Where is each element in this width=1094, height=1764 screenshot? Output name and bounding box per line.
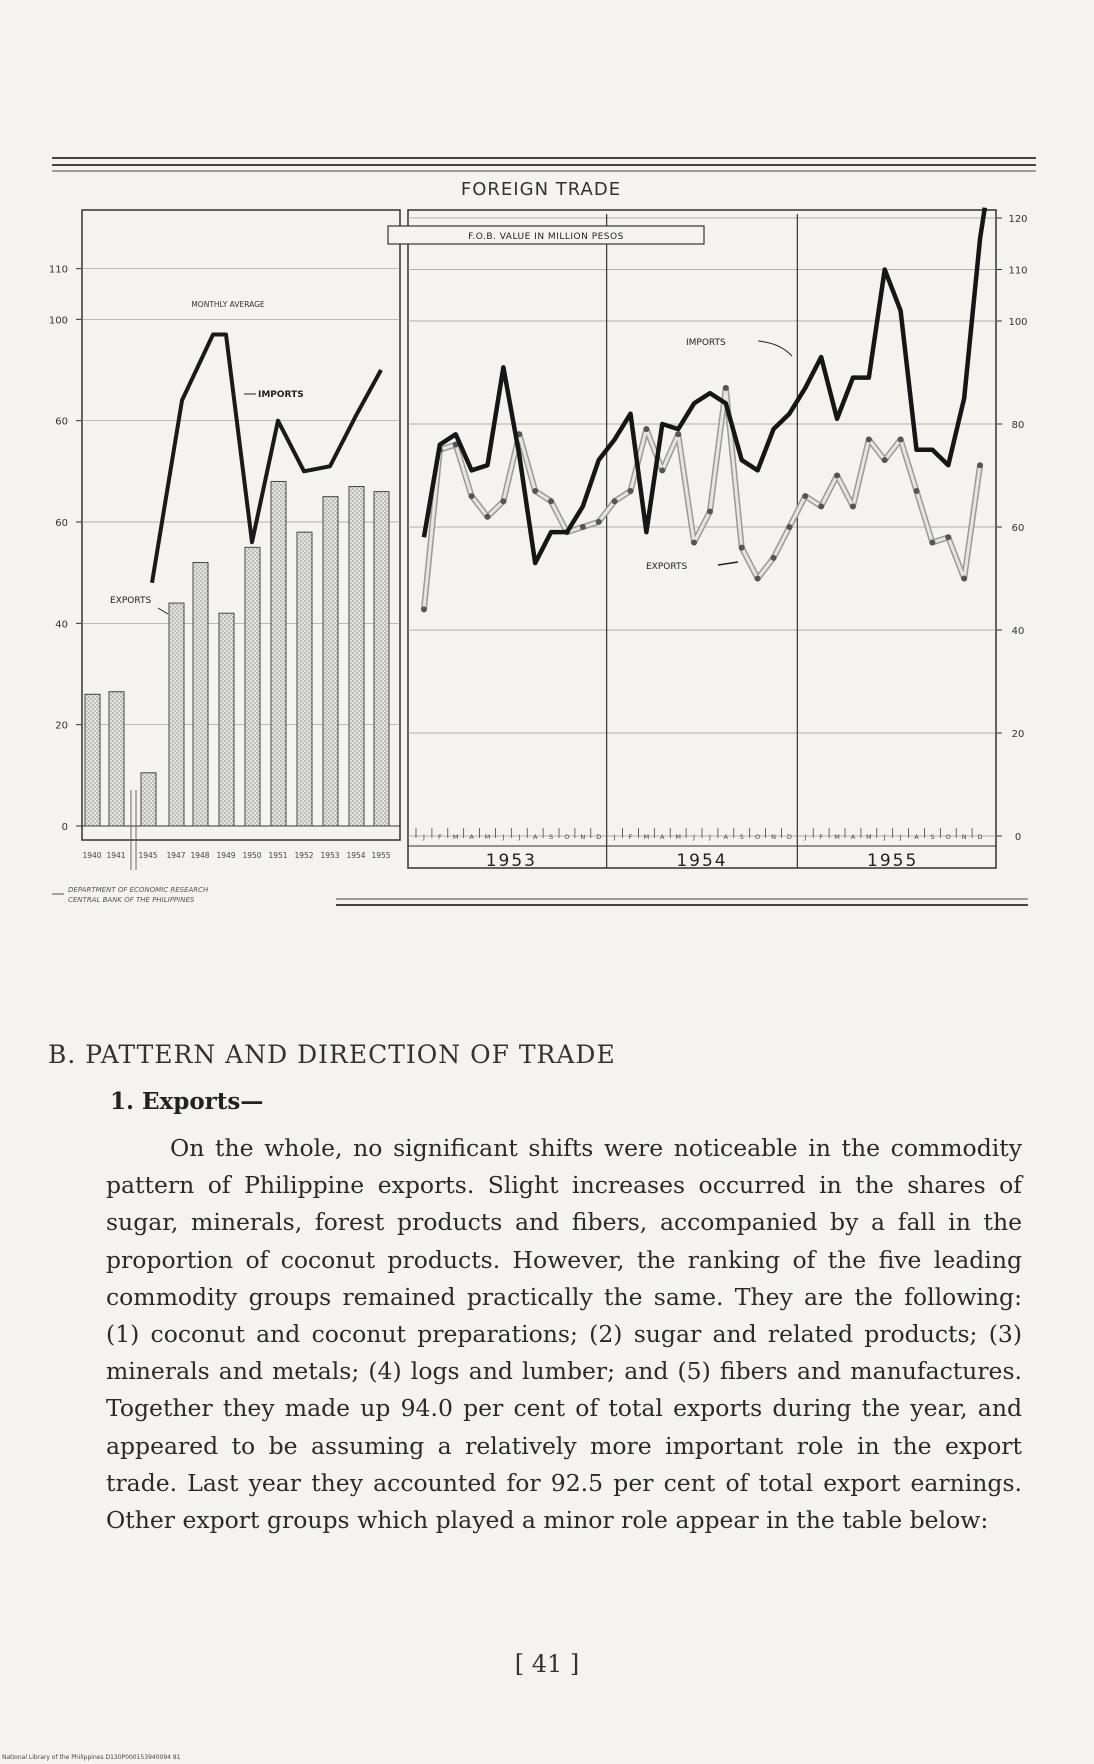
left-x-tick-label: 1948 xyxy=(190,851,210,860)
exports-paragraph: On the whole, no significant shifts were noticeable in the commodity pattern of Philippine exports. Slight increases occurred in the shares of sugar, minerals, forest products and fibers, accompanied by a fall in the proportion of coconut products. However, the ranking of the five leading commodity groups remained practically the same. They are the following: (1) coconut and coconut preparations; (2) sugar and related products; (3) minerals and metals; (4) logs and lumber; and (5) fibers and manufactures. Together they made up 94.0 per cent of total exports during the year, and appeared to be assuming a relatively more important role in the export trade. Last year they accounted for 92.5 per cent of total export earnings. Other export groups which played a minor role appear in the table below: xyxy=(106,1134,1022,1535)
year-label: 1954 xyxy=(676,851,728,871)
month-label: A xyxy=(850,833,856,841)
left-y-tick-label: 110 xyxy=(48,264,68,276)
left-y-tick-label: 0 xyxy=(61,822,68,833)
month-label: J xyxy=(518,833,521,841)
month-label: D xyxy=(596,833,602,841)
export-bar xyxy=(193,563,208,826)
month-label: A xyxy=(914,833,919,841)
month-label: J xyxy=(502,833,505,841)
month-label: J xyxy=(693,833,696,841)
month-label: J xyxy=(708,833,711,841)
right-y-tick-label: 20 xyxy=(1011,729,1025,740)
month-label: O xyxy=(564,833,570,841)
right-y-tick-label: 40 xyxy=(1011,626,1025,637)
month-label: J xyxy=(883,833,886,841)
export-point xyxy=(786,524,792,530)
left-y-tick-label: 60 xyxy=(55,416,68,428)
export-bar xyxy=(141,773,156,826)
month-label: A xyxy=(469,833,474,841)
export-point xyxy=(500,498,506,504)
right-y-tick-label: 0 xyxy=(1014,832,1022,843)
right-y-tick-label: 110 xyxy=(1008,265,1028,277)
export-point xyxy=(882,457,888,463)
month-label: S xyxy=(930,833,935,841)
left-x-axis-labels xyxy=(82,790,390,870)
export-bar xyxy=(374,492,389,826)
right-exports-line-inner xyxy=(424,388,980,609)
left-imports-label: IMPORTS xyxy=(258,390,304,400)
right-y-tick-label: 60 xyxy=(1011,523,1025,534)
left-x-tick-label: 1952 xyxy=(294,851,314,860)
export-point xyxy=(548,498,554,504)
export-point xyxy=(485,514,491,520)
month-label: N xyxy=(961,833,967,841)
export-point xyxy=(866,436,872,442)
archive-footer-tag: National Library of the Philippines D130P000153940094 81 xyxy=(2,1754,181,1761)
left-x-tick-label: 1940 xyxy=(82,851,102,860)
month-label: J xyxy=(422,833,425,841)
export-bar xyxy=(85,694,100,826)
source-line-1: DEPARTMENT OF ECONOMIC RESEARCH xyxy=(68,886,209,894)
right-exports-line xyxy=(424,388,980,609)
left-imports-line xyxy=(152,335,381,583)
export-point xyxy=(898,436,904,442)
right-y-tick-label: 80 xyxy=(1011,420,1025,431)
left-x-tick-label: 1954 xyxy=(346,851,366,860)
export-point xyxy=(596,519,602,525)
right-panel-grid xyxy=(408,214,996,868)
month-label: F xyxy=(437,833,442,841)
export-point xyxy=(659,467,665,473)
right-month-axis xyxy=(416,828,983,841)
month-label: M xyxy=(834,833,840,841)
page-number: [ 41 ] xyxy=(514,1650,580,1678)
source-line-2: CENTRAL BANK OF THE PHILIPPINES xyxy=(68,896,195,904)
left-exports-arrow xyxy=(158,608,168,614)
month-label: N xyxy=(771,833,776,841)
month-label: A xyxy=(660,833,665,841)
export-point xyxy=(469,493,475,499)
right-imports-line xyxy=(424,208,985,563)
month-label: M xyxy=(484,833,491,841)
export-point xyxy=(421,606,427,612)
month-label: A xyxy=(532,833,538,841)
export-point xyxy=(961,576,967,582)
export-point xyxy=(818,503,824,509)
left-x-tick-label: 1945 xyxy=(138,851,158,860)
export-point xyxy=(850,503,856,509)
left-x-tick-label: 1950 xyxy=(242,851,262,860)
section-heading: B. PATTERN AND DIRECTION OF TRADE xyxy=(48,1040,616,1069)
year-label: 1953 xyxy=(485,851,537,871)
left-x-tick-label: 1955 xyxy=(371,851,391,860)
export-point xyxy=(802,493,808,499)
month-label: M xyxy=(866,833,872,841)
export-point xyxy=(977,462,983,468)
left-x-tick-label: 1951 xyxy=(268,851,288,860)
month-label: M xyxy=(675,833,681,841)
export-point xyxy=(707,509,713,515)
export-bar xyxy=(349,487,364,826)
export-point xyxy=(643,426,649,432)
month-label: O xyxy=(945,833,951,841)
right-exports-arrow xyxy=(718,562,738,565)
legend-box-text: F.O.B. VALUE IN MILLION PESOS xyxy=(468,232,624,242)
export-point xyxy=(771,555,777,561)
month-label: D xyxy=(977,833,983,841)
month-label: M xyxy=(643,833,650,841)
right-imports-label: IMPORTS xyxy=(686,338,726,348)
left-y-tick-label: 40 xyxy=(55,619,68,631)
right-imports-arrow xyxy=(758,341,792,356)
export-point xyxy=(834,473,840,479)
left-y-tick-label: 60 xyxy=(55,518,68,529)
month-label: S xyxy=(739,833,744,841)
export-point xyxy=(739,545,745,551)
left-x-tick-label: 1953 xyxy=(320,851,340,860)
figure-title: FOREIGN TRADE xyxy=(460,179,622,200)
left-y-tick-label: 20 xyxy=(55,720,68,732)
left-exports-label: EXPORTS xyxy=(110,596,152,606)
export-point xyxy=(723,385,729,391)
export-bar xyxy=(271,481,286,826)
export-bar xyxy=(109,692,124,826)
left-export-bars xyxy=(85,481,389,826)
month-label: J xyxy=(804,833,807,841)
export-point xyxy=(612,498,618,504)
export-bar xyxy=(219,613,234,826)
export-point xyxy=(691,539,697,545)
monthly-average-label: MONTHLY AVERAGE xyxy=(191,300,265,309)
export-point xyxy=(675,431,681,437)
left-y-axis-ticks xyxy=(49,265,82,833)
export-bar xyxy=(169,603,184,826)
exports-subheading: 1. Exports— xyxy=(110,1088,264,1115)
month-label: D xyxy=(786,833,792,841)
left-x-tick-label: 1947 xyxy=(166,851,186,860)
right-y-axis-ticks xyxy=(996,214,1028,843)
export-point xyxy=(914,488,920,494)
export-point xyxy=(755,576,761,582)
export-bar xyxy=(323,497,338,826)
left-x-tick-label: 1941 xyxy=(106,851,126,860)
month-label: N xyxy=(580,833,586,841)
export-point xyxy=(929,539,935,545)
month-label: O xyxy=(755,833,761,841)
left-y-tick-label: 100 xyxy=(48,315,68,327)
month-label: M xyxy=(452,833,459,841)
month-label: S xyxy=(548,833,554,841)
export-bar xyxy=(245,547,260,826)
right-y-tick-label: 120 xyxy=(1008,214,1028,225)
month-label: A xyxy=(723,833,729,841)
export-bar xyxy=(297,532,312,826)
left-x-tick-label: 1949 xyxy=(216,851,236,860)
export-point xyxy=(532,488,538,494)
right-exports-label: EXPORTS xyxy=(646,562,688,572)
right-y-tick-label: 100 xyxy=(1008,317,1028,328)
export-point xyxy=(580,524,586,530)
year-label: 1955 xyxy=(867,851,919,871)
month-label: J xyxy=(899,833,902,841)
export-point xyxy=(945,534,951,540)
right-panel-frame xyxy=(408,210,996,868)
export-point xyxy=(628,488,634,494)
month-label: J xyxy=(613,833,616,841)
month-label: F xyxy=(819,833,824,841)
month-label: F xyxy=(628,833,633,841)
